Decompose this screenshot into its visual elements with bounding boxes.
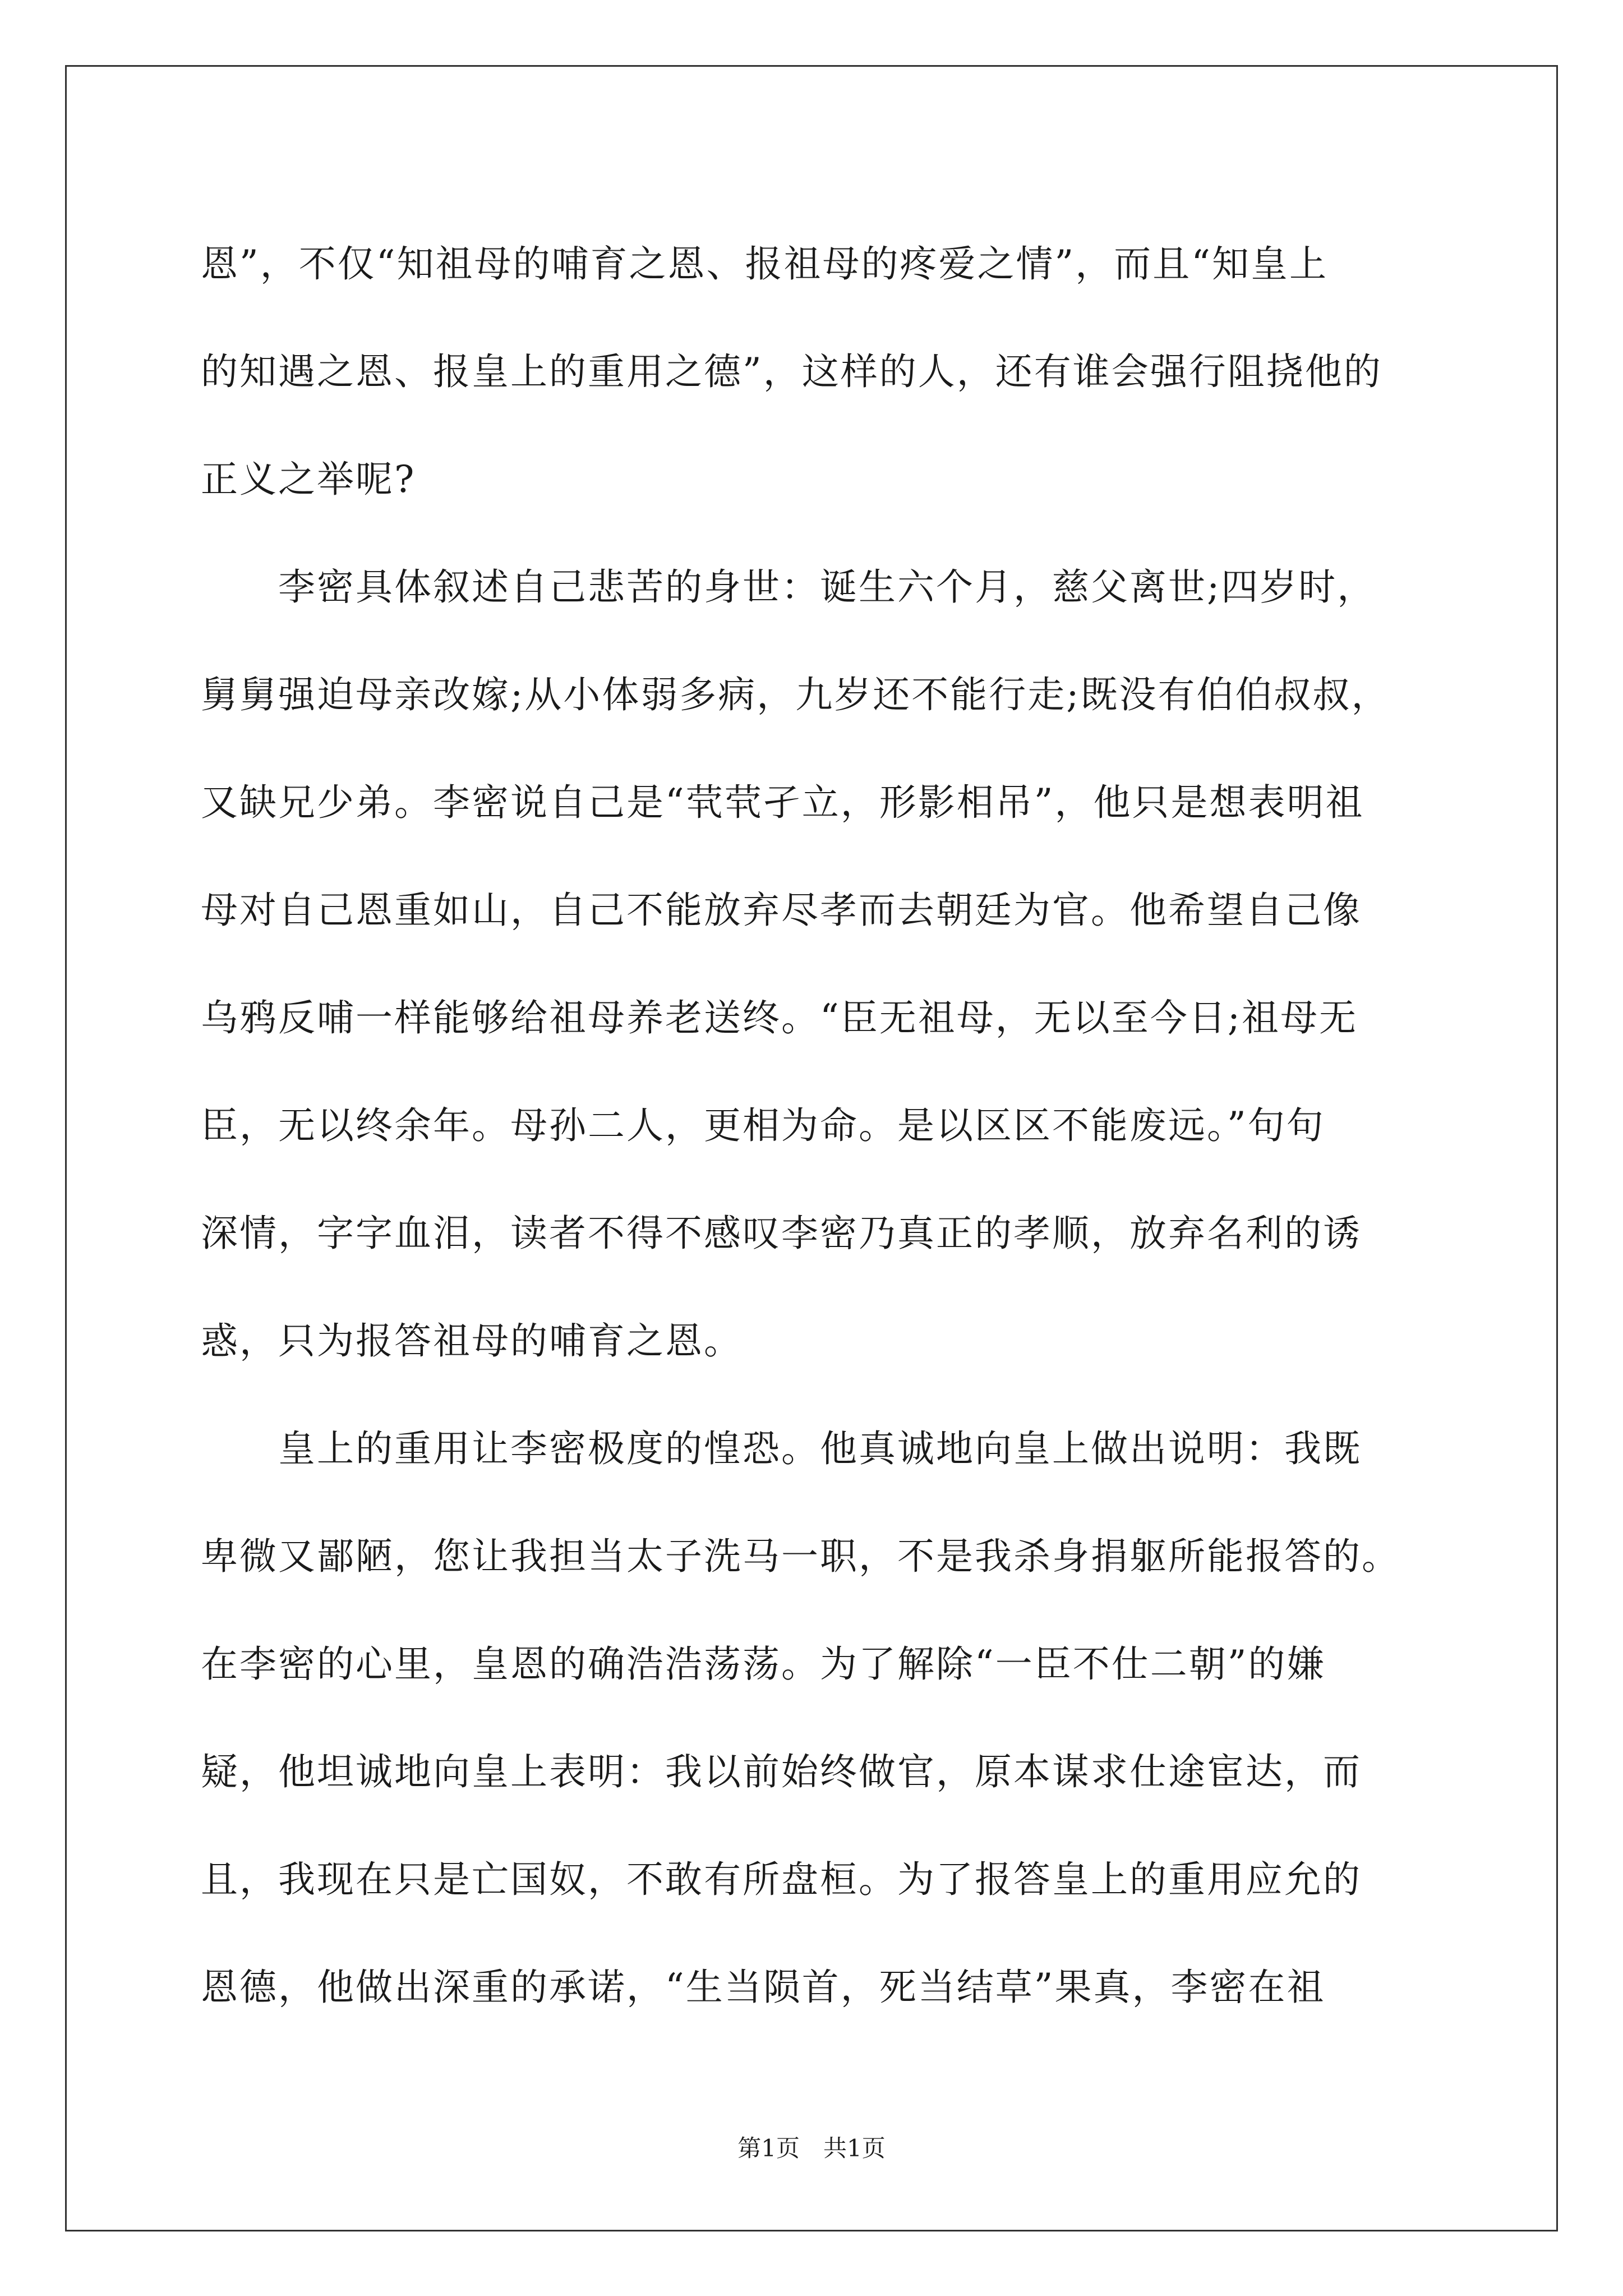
text-line: 疑，他坦诚地向皇上表明：我以前始终做官，原本谋求仕途宦达，而 [201, 1750, 1362, 1793]
text-line: 又缺兄少弟。李密说自己是“茕茕孑立，形影相吊”，他只是想表明祖 [201, 781, 1364, 824]
text-line: 乌鸦反哺一样能够给祖母养老送终。“臣无祖母，无以至今日;祖母无 [201, 996, 1358, 1039]
text-line: 母对自己恩重如山，自己不能放弃尽孝而去朝廷为官。他希望自己像 [201, 889, 1362, 932]
text-line: 惑，只为报答祖母的哺育之恩。 [201, 1319, 743, 1363]
text-line: 且，我现在只是亡国奴，不敢有所盘桓。为了报答皇上的重用应允的 [201, 1858, 1362, 1901]
text-line: 恩”，不仅“知祖母的哺育之恩、报祖母的疼爱之情”，而且“知皇上 [201, 242, 1328, 286]
text-line: 在李密的心里，皇恩的确浩浩荡荡。为了解除“一臣不仕二朝”的嫌 [201, 1642, 1326, 1686]
text-line: 的知遇之恩、报皇上的重用之德”，这样的人，还有谁会强行阻挠他的 [201, 350, 1382, 393]
page-number-footer: 第1页 共1页 [737, 2134, 886, 2162]
paragraph-start-line: 李密具体叙述自己悲苦的身世：诞生六个月，慈父离世;四岁时， [201, 565, 1376, 609]
text-line: 舅舅强迫母亲改嫁;从小体弱多病，九岁还不能行走;既没有伯伯叔叔， [201, 673, 1390, 716]
text-line: 臣，无以终余年。母孙二人，更相为命。是以区区不能废远。”句句 [201, 1104, 1325, 1147]
text-line: 正义之举呢? [201, 458, 416, 501]
text-line: 深情，字字血泪，读者不得不感叹李密乃真正的孝顺，放弃名利的诱 [201, 1212, 1362, 1255]
text-line: 卑微又鄙陋，您让我担当太子洗马一职，不是我杀身捐躯所能报答的。 [201, 1535, 1400, 1578]
paragraph-start-line: 皇上的重用让李密极度的惶恐。他真诚地向皇上做出说明：我既 [201, 1427, 1362, 1470]
text-line: 恩德，他做出深重的承诺，“生当陨首，死当结草”果真，李密在祖 [201, 1966, 1326, 2009]
document-body [201, 210, 1446, 2041]
